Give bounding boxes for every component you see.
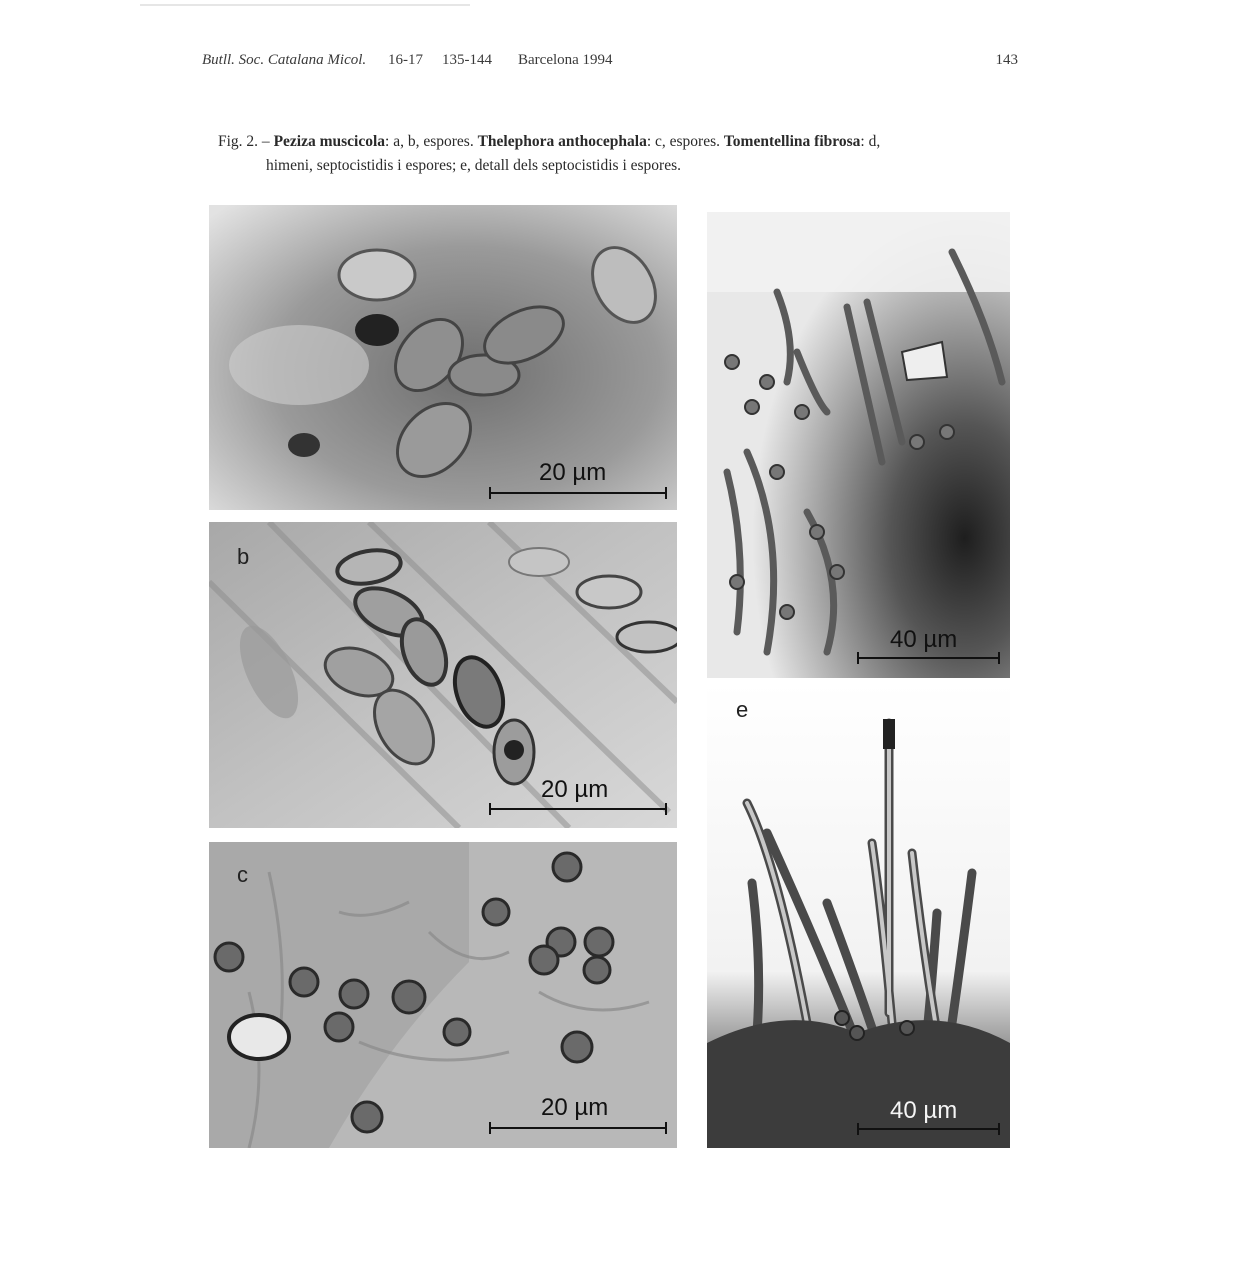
page-range: 135-144 <box>442 52 492 68</box>
micrograph-image <box>209 205 677 510</box>
micrograph-panel-c <box>209 842 677 1148</box>
caption-text: : c, espores. <box>646 133 720 150</box>
scale-bar <box>489 1127 667 1129</box>
page-number: 143 <box>995 52 1018 68</box>
micrograph-image <box>707 683 1010 1148</box>
caption-text: himeni, septocistidis i espores; e, detall dels septocistidis i espores. <box>266 157 681 174</box>
micrograph-panel-e <box>707 683 1010 1148</box>
scale-bar <box>489 808 667 810</box>
running-header <box>202 52 1020 76</box>
micrograph-image <box>707 212 1010 678</box>
micrograph-panel-d <box>707 212 1010 678</box>
top-rule <box>140 4 470 6</box>
fig-label: Fig. 2. – <box>218 133 270 150</box>
species-name: Tomentellina fibrosa <box>723 133 861 150</box>
scale-label: 40 µm <box>890 626 958 653</box>
scale-bar <box>489 492 667 494</box>
volume: 16-17 <box>388 52 423 68</box>
panel-letter-c: c <box>237 862 248 887</box>
scale-bar <box>857 657 1000 659</box>
micrograph-panel-b <box>209 522 677 828</box>
species-name: Peziza muscicola <box>273 133 386 150</box>
journal-title: Butll. Soc. Catalana Micol. <box>202 52 367 68</box>
micrograph-panel-a <box>209 205 677 510</box>
figure-caption <box>218 130 1008 178</box>
place-year: Barcelona 1994 <box>518 52 613 68</box>
scale-bar <box>857 1128 1000 1130</box>
scale-label: 20 µm <box>539 459 607 486</box>
caption-text: : d, <box>860 133 881 150</box>
scale-label: 20 µm <box>541 776 609 803</box>
species-name: Thelephora anthocephala <box>477 133 647 150</box>
scale-label: 20 µm <box>541 1094 609 1121</box>
scale-label: 40 µm <box>890 1097 958 1124</box>
caption-text: : a, b, espores. <box>385 133 474 150</box>
panel-letter-e: e <box>736 697 749 722</box>
panel-letter-b: b <box>237 544 250 569</box>
